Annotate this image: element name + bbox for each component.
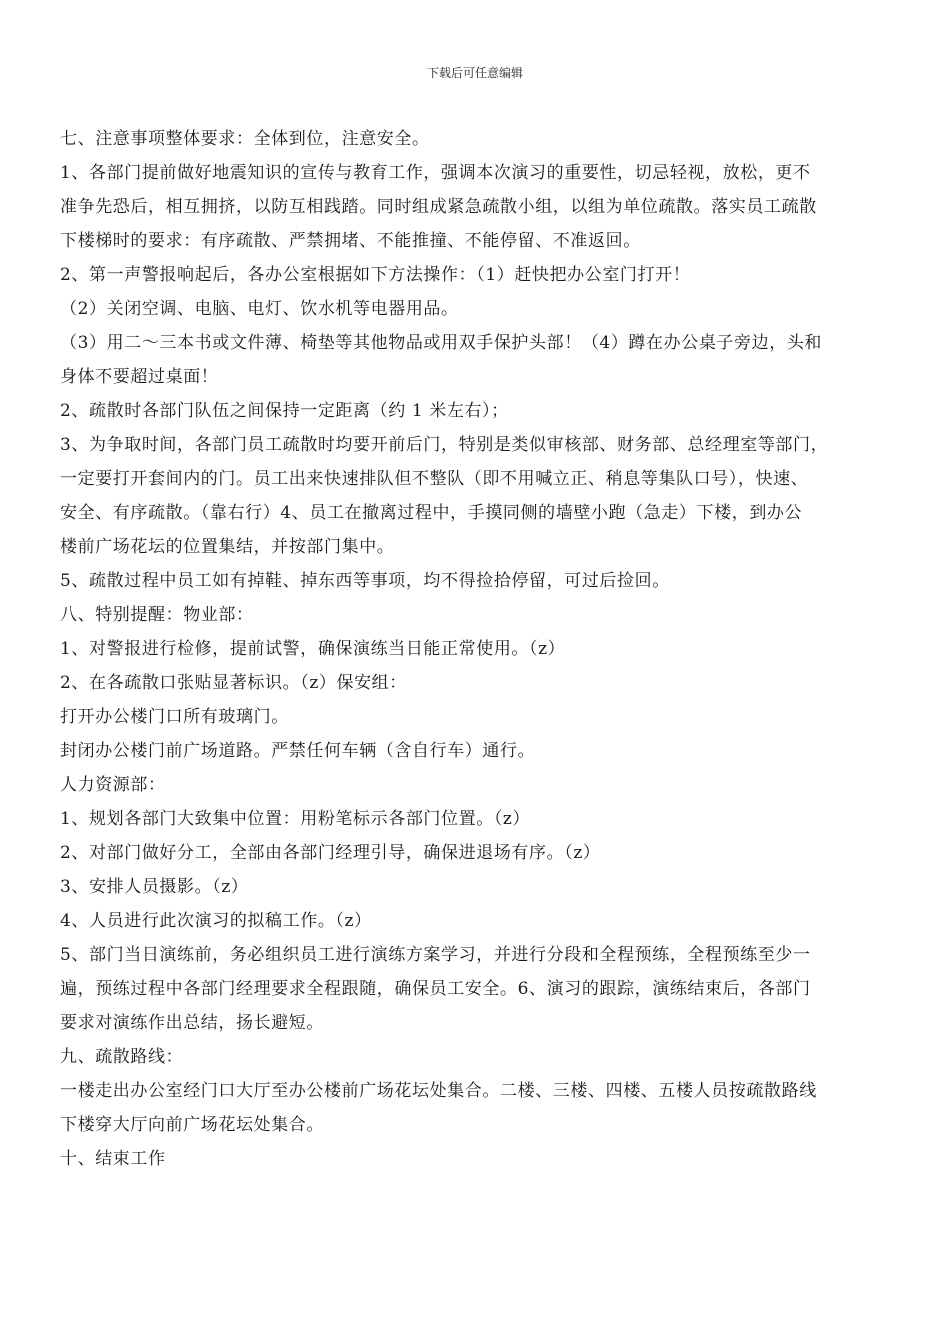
page-header: 下载后可任意编辑 (426, 66, 523, 80)
text-line: 一楼走出办公室经门口大厅至办公楼前广场花坛处集合。二楼、三楼、四楼、五楼人员按疏散路线 (60, 1081, 817, 1101)
text-line: 要求对演练作出总结，扬长避短。 (60, 1013, 324, 1033)
text-line: 2、疏散时各部门队伍之间保持一定距离（约 1 米左右）； (60, 401, 509, 421)
text-line: 2、第一声警报响起后，各办公室根据如下方法操作：（1）赶快把办公室门打开！ (60, 265, 691, 285)
section-heading: 人力资源部： (60, 775, 166, 795)
text-line: 打开办公楼门口所有玻璃门。 (60, 707, 289, 727)
text-line: （2）关闭空调、电脑、电灯、饮水机等电器用品。 (60, 299, 459, 319)
text-line: 身体不要超过桌面！ (60, 367, 219, 387)
text-line: 3、安排人员摄影。（z） (60, 877, 249, 897)
text-line: 一定要打开套间内的门。员工出来快速排队但不整队（即不用喊立正、稍息等集队口号），快速、 (60, 469, 809, 489)
text-line: 3、为争取时间，各部门员工疏散时均要开前后门，特别是类似审核部、财务部、总经理室等部门， (60, 435, 829, 455)
section-heading: 十、结束工作 (60, 1149, 166, 1169)
text-line: 准争先恐后，相互拥挤，以防互相践踏。同时组成紧急疏散小组，以组为单位疏散。落实员工疏散 (60, 197, 817, 217)
section-heading: 八、特别提醒：物业部： (60, 605, 254, 625)
text-line: 4、人员进行此次演习的拟稿工作。（z） (60, 911, 372, 931)
text-line: 5、部门当日演练前，务必组织员工进行演练方案学习，并进行分段和全程预练，全程预练至少一 (60, 945, 811, 965)
text-line: 2、对部门做好分工，全部由各部门经理引导，确保进退场有序。（z） (60, 843, 601, 863)
text-line: 1、规划各部门大致集中位置：用粉笔标示各部门位置。（z） (60, 809, 531, 829)
text-line: 2、在各疏散口张贴显著标识。（z）保安组： (60, 673, 407, 693)
text-line: 安全、有序疏散。（靠右行）4、员工在撤离过程中，手摸同侧的墙壁小跑（急走）下楼，到办公 (60, 503, 803, 523)
text-line: 楼前广场花坛的位置集结，并按部门集中。 (60, 537, 395, 557)
text-line: 下楼梯时的要求：有序疏散、严禁拥堵、不能推撞、不能停留、不准返回。 (60, 231, 641, 251)
text-line: 1、各部门提前做好地震知识的宣传与教育工作，强调本次演习的重要性，切忌轻视，放松，更不 (60, 163, 811, 183)
text-line: 七、注意事项整体要求：全体到位，注意安全。 (60, 129, 430, 149)
text-line: 5、疏散过程中员工如有掉鞋、掉东西等事项，均不得捡拾停留，可过后捡回。 (60, 571, 670, 591)
text-line: 遍，预练过程中各部门经理要求全程跟随，确保员工安全。6、演习的跟踪，演练结束后，各部门 (60, 979, 811, 999)
text-line: （3）用二～三本书或文件薄、椅垫等其他物品或用双手保护头部！（4）蹲在办公桌子旁边，头和 (60, 333, 823, 353)
text-line: 封闭办公楼门前广场道路。严禁任何车辆（含自行车）通行。 (60, 741, 536, 761)
text-line: 1、对警报进行检修，提前试警，确保演练当日能正常使用。（z） (60, 639, 566, 659)
section-heading: 九、疏散路线： (60, 1047, 184, 1067)
document-body (60, 122, 890, 1176)
text-line: 下楼穿大厅向前广场花坛处集合。 (60, 1115, 324, 1135)
